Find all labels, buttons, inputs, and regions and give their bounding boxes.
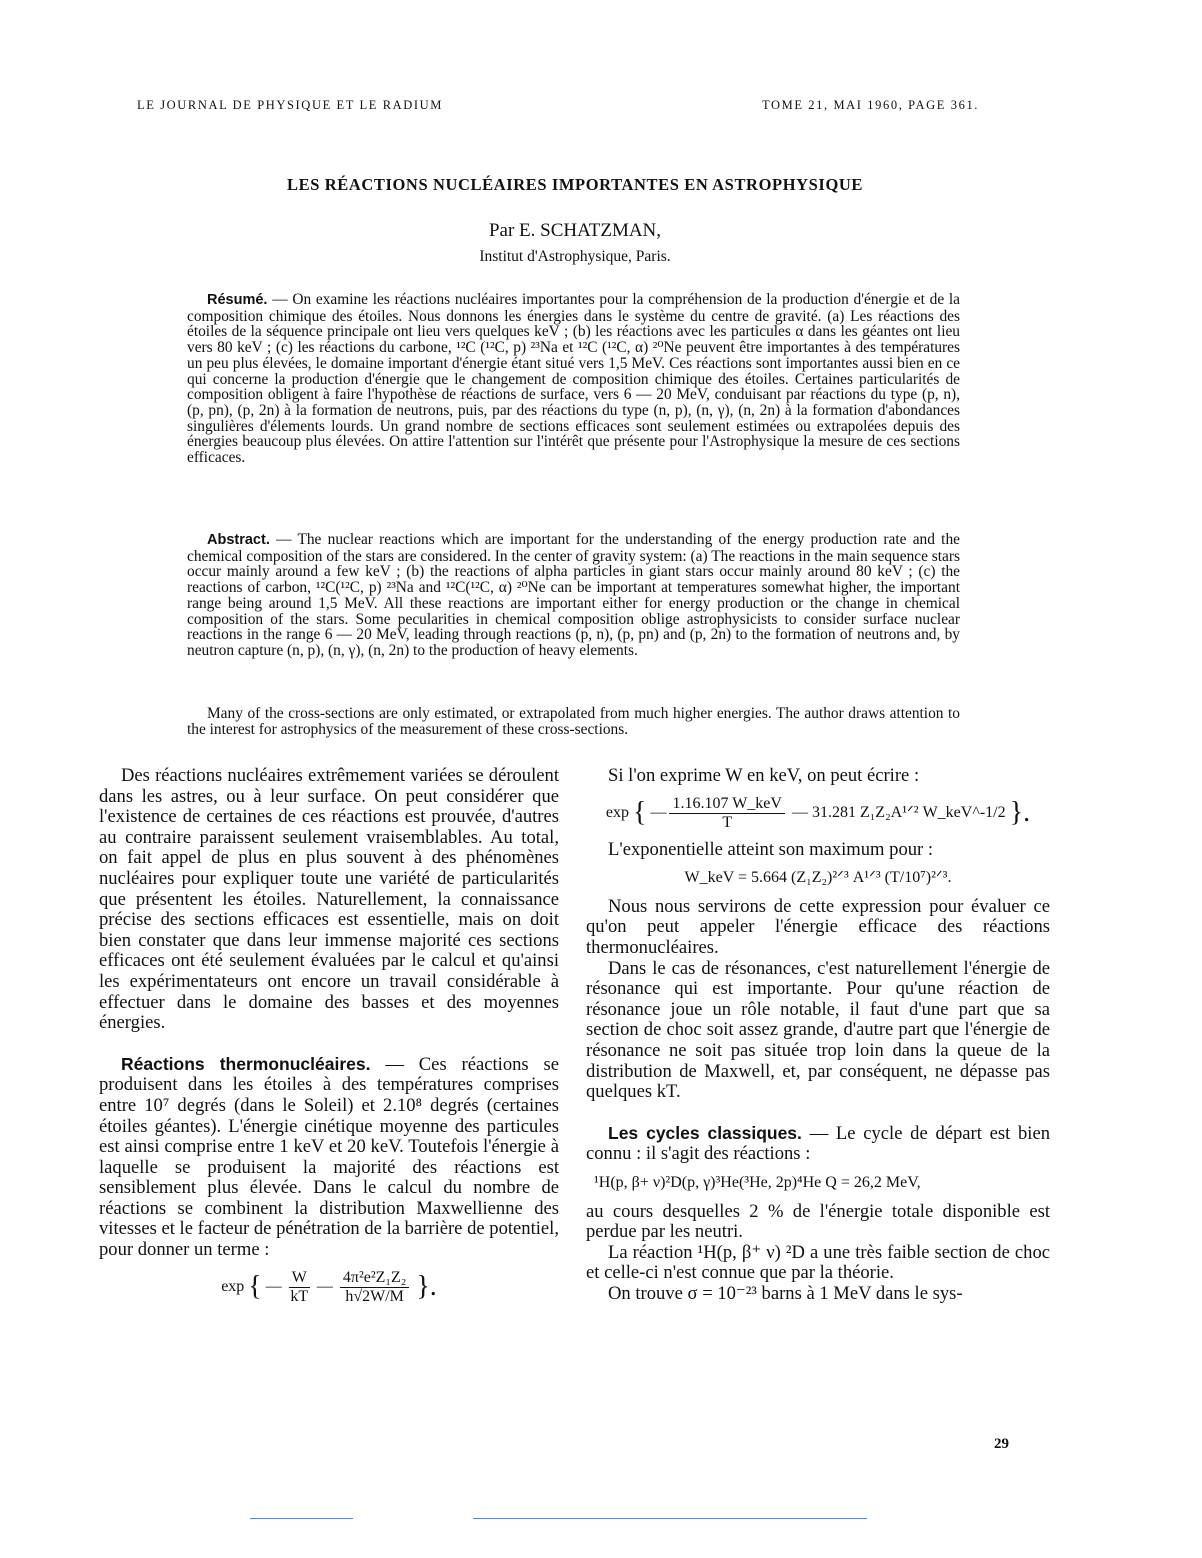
equation-maxwell xyxy=(99,1269,559,1306)
eq1-fraction xyxy=(669,795,784,832)
abstract-text: — The nuclear reactions which are important for the understanding of the energy production rate and the chemical composition of the stars are considered. In the center of gravity system: (a) The reactions in the main sequence stars occur mainly around a few keV ; (b) the reactions of alpha particles in giant stars occur mainly around 80 keV ; (c) the reactions of carbon, ¹²C(¹²C, p) ²³Na and ¹²C(¹²C, α) ²⁰Ne can be important at temperatures somewhat higher, the important range being around 1,5 MeV. All these reactions are important either for energy production or the change in chemical composition of the stars. Some pecularities in chemical composition oblige astrophysicists to consider surface nuclear reactions in the range 6 — 20 MeV, leading through reactions (p, n), (p, pn) and (p, 2n) to the formation of neutrons and, by neutron capture (n, p), (n, γ), (n, 2n) to the production of heavy elements. xyxy=(187,531,960,659)
equation-kev: exp { — $\frac{\text{1.16.107 W\_keV}}{T}$ — 31.281 Z₁Z₂A¹ᐟ² W_keV^-1/2 }. xyxy=(605,794,1031,831)
equation-pp-chain: ¹H(p, β+ ν)²D(p, γ)³He(³He, 2p)⁴He Q = 26,2 MeV, xyxy=(594,1173,921,1191)
frac-kt: kT xyxy=(290,1287,309,1305)
article-author: Par E. SCHATZMAN, xyxy=(488,220,662,241)
fraction-gamow xyxy=(340,1269,409,1306)
eq1-brace-open: { xyxy=(633,796,647,828)
eq-exp: exp xyxy=(221,1277,245,1295)
intro-paragraph: Des réactions nucléaires extrêmement variées se déroulent dans les astres, ou à leur surface. On peut considérer que l'existence de certaines de ces réactions est prouvée, d'autres au contraire paraissent seulement vraisemblables. Au total, on fait appel de plus en plus souvent à des phénomènes nucléaires pour expliquer toute une variété de particularités que présentent les étoiles. Naturellement, la connaissance précise des sections efficaces est essentielle, mais on doit bien constater que dans leur immense majorité ces sections efficaces ont été seulement évaluées par le calcul et qu'ainsi les expérimentateurs ont encore un travail considérable à effectuer dans le domaine des basses et des moyennes énergies. xyxy=(99,765,559,1034)
equation-wkev: W_keV = 5.664 (Z₁Z₂)²ᐟ³ A¹ᐟ³ (T/10⁷)²ᐟ³. xyxy=(684,869,952,887)
fraction-w-kt xyxy=(289,1269,310,1306)
resume-paragraph xyxy=(187,292,960,466)
neutrino-paragraph: au cours desquelles 2 % de l'énergie totale disponible est perdue par les neutri. xyxy=(586,1200,1050,1243)
right-column xyxy=(586,766,1050,1304)
reaction-paragraph: La réaction ¹H(p, β⁺ ν) ²D a une très faible section de choc et celle-ci n'est connue que par la théorie. xyxy=(586,1241,1050,1284)
abstract-paragraph-2: Many of the cross-sections are only estimated, or extrapolated from much higher energies. The author draws attention to the interest for astrophysics of the measurement of these cross-sections. xyxy=(187,705,960,738)
efficace-paragraph: Nous nous servirons de cette expression pour évaluer ce qu'on peut appeler l'énergie efficace des réactions thermonucléaires. xyxy=(586,895,1050,958)
running-head-issue: TOME 21, MAI 1960, PAGE 361. xyxy=(762,98,980,112)
frac-gamow-den: h√2W/M xyxy=(345,1287,404,1305)
footer-link-underline-1[interactable] xyxy=(250,1518,353,1519)
resonance-paragraph: Dans le cas de résonances, c'est naturellement l'énergie de résonance qui est importante. Pour qu'une réaction de résonance joue un rôle notable, il faut d'une part que sa section de choc soit assez grande, d'autre part que l'énergie de résonance ne soit pas située trop loin dans la queue de la distribution de Maxwell, et, par conséquent, ne dépasse pas quelques kT. xyxy=(586,957,1050,1103)
eq1-exp: exp xyxy=(605,803,630,821)
eq1-num: 1.16.107 W_keV xyxy=(669,795,784,814)
resume-label: Résumé. xyxy=(207,292,268,308)
article-title: LES RÉACTIONS NUCLÉAIRES IMPORTANTES EN ASTROPHYSIQUE xyxy=(287,175,863,194)
resume-text: — On examine les réactions nucléaires importantes pour la compréhension de la production d'énergie et de la composition chimique des étoiles. Nous donnons les énergies dans le système du centre de gravité. (a) Les réactions des étoiles de la séquence principale ont lieu vers quelques keV ; (b) les réactions avec les particules α dans les géantes ont lieu vers 80 keV ; (c) les réactions du carbone, ¹²C (¹²C, p) ²³Na et ¹²C (¹²C, α) ²⁰Ne peuvent être importantes à des températures un peu plus élevées, le domaine important d'énergie étant situé vers 1,5 MeV. Ces réactions sont importantes aussi bien en ce qui concerne la production d'énergie que le changement de composition chimique des étoiles. Certaines particularités de composition obligent à faire l'hypothèse de réactions de surface, vers 6 — 20 MeV, conduisant par réactions du type (p, n), (p, pn), (p, 2n) à la formation de neutrons, puis, par des réactions du type (n, p), (n, γ), (n, 2n) à la formation d'abondances singulières d'élements lourds. Un grand nombre de sections efficaces sont seulement estimées ou extrapolées depuis des énergies beaucoup plus élevées. On attire l'attention sur l'intérêt que présente pour l'Astrophysique la mesure de ces sections efficaces. xyxy=(187,291,960,467)
cycles-paragraph xyxy=(586,1123,1050,1165)
eq-minus-2: — xyxy=(316,1277,333,1295)
article-affiliation: Institut d'Astrophysique, Paris. xyxy=(479,248,671,265)
footer-link-underline-2[interactable] xyxy=(473,1518,867,1519)
brace-close: }. xyxy=(416,1270,437,1302)
abstract-label: Abstract. xyxy=(207,532,270,548)
running-head-journal: LE JOURNAL DE PHYSIQUE ET LE RADIUM xyxy=(137,98,443,112)
sigma-paragraph: On trouve σ = 10⁻²³ barns à 1 MeV dans le sys- xyxy=(608,1282,963,1304)
left-column xyxy=(99,766,559,1314)
cycles-text: — Le cycle de départ est bien connu : il s'agit des réactions : xyxy=(586,1122,1050,1165)
eq1-brace-close: }. xyxy=(1009,796,1031,828)
eq-minus-1: — xyxy=(265,1277,282,1295)
cycles-heading: Les cycles classiques. xyxy=(608,1122,802,1143)
frac-w: W xyxy=(289,1269,310,1288)
eq1-rest: — 31.281 Z₁Z₂A¹ᐟ² W_keV^-1/2 xyxy=(791,803,1006,821)
max-paragraph: L'exponentielle atteint son maximum pour : xyxy=(608,838,934,860)
thermo-paragraph xyxy=(99,1054,559,1261)
abstract-paragraph xyxy=(187,532,960,659)
eq1-den: T xyxy=(722,813,733,831)
thermo-text: — Ces réactions se produisent dans les étoiles à des températures comprises entre 10⁷ degrés (dans le Soleil) et 2.10⁸ degrés (certaines étoiles géantes). L'énergie cinétique moyenne des particules est ainsi comprise entre 1 keV et 20 keV. Toutefois l'énergie à laquelle se produisent la majorité des réactions est sensiblement plus élevée. Dans le calcul du nombre de réactions se combinent la distribution Maxwellienne des vitesses et le facteur de pénétration de la barrière de potentiel, pour donner un terme : xyxy=(99,1053,559,1261)
thermo-heading: Réactions thermonucléaires. xyxy=(121,1053,371,1074)
keV-paragraph: Si l'on exprime W en keV, on peut écrire : xyxy=(608,765,920,786)
frac-gamow-num: 4π²e²Z₁Z₂ xyxy=(340,1269,409,1288)
brace-open: { xyxy=(248,1270,262,1302)
page-number: 29 xyxy=(994,1436,1009,1452)
